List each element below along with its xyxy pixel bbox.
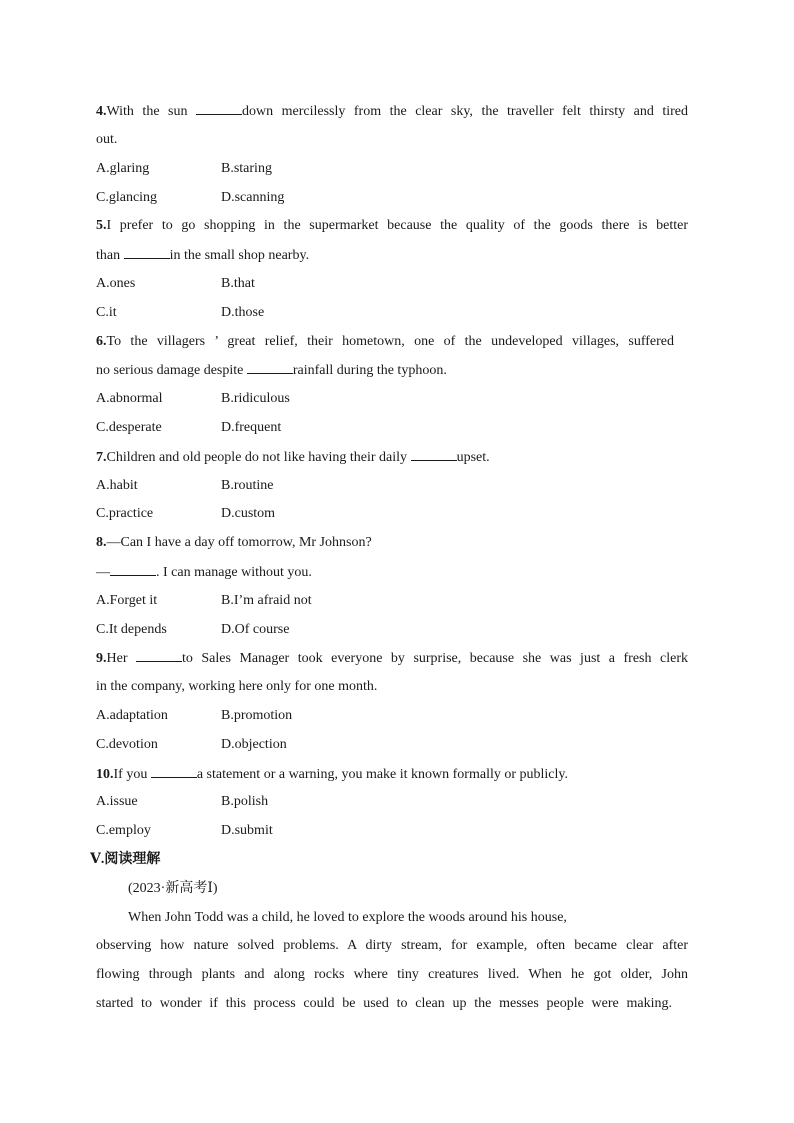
question-10-line	[96, 764, 568, 784]
passage-line: When John Todd was a child, he loved to explore the woods around his house,	[128, 910, 567, 925]
question-text: down mercilessly from the clear sky, the traveller felt thirsty and tired	[242, 104, 688, 119]
section-title: Ⅴ.阅读理解	[90, 852, 161, 867]
question-text: To the villagers ’ great relief, their hometown, one of the undeveloped villages, suffered	[106, 334, 674, 349]
question-5-continuation	[96, 245, 309, 265]
question-6-line	[96, 332, 674, 352]
answer-blank	[136, 648, 182, 662]
option-c: C.it	[96, 305, 117, 320]
passage-line: observing how nature solved problems. A dirty stream, for example, often became clear after	[96, 938, 688, 953]
option-b: B.ridiculous	[221, 391, 290, 406]
question-number: 4.	[96, 104, 107, 119]
option-c: C.desperate	[96, 420, 162, 435]
option-a: A.Forget it	[96, 593, 158, 608]
option-c: C.It depends	[96, 622, 167, 637]
answer-blank	[110, 562, 156, 576]
question-number: 8.	[96, 535, 107, 550]
question-9-line	[96, 648, 688, 668]
question-text: . I can manage without you.	[156, 565, 312, 580]
question-text: —	[96, 565, 110, 580]
question-text: If you	[113, 767, 151, 782]
option-a: A.adaptation	[96, 708, 168, 723]
question-9-continuation: in the company, working here only for one month.	[96, 679, 378, 694]
option-c: C.employ	[96, 823, 151, 838]
question-text: to Sales Manager took everyone by surprise, because she was just a fresh clerk	[182, 651, 688, 666]
option-d: D.those	[221, 305, 265, 320]
passage-source: (2023·新高考Ⅰ)	[128, 881, 218, 896]
question-text: in the small shop nearby.	[169, 248, 310, 263]
passage-line: started to wonder if this process could be used to clean up the messes people were making.	[96, 996, 672, 1011]
question-text: —Can I have a day off tomorrow, Mr Johnson?	[106, 535, 372, 550]
question-text: Her	[106, 651, 136, 666]
option-b: B.promotion	[221, 708, 293, 723]
answer-blank	[247, 360, 293, 374]
option-c: C.glancing	[96, 190, 158, 205]
option-a: A.abnormal	[96, 391, 163, 406]
question-text: than	[96, 248, 124, 263]
question-text: rainfall during the typhoon.	[292, 363, 447, 378]
option-c: C.practice	[96, 506, 154, 521]
option-d: D.scanning	[221, 190, 285, 205]
answer-blank	[411, 447, 457, 461]
question-6-continuation	[96, 360, 447, 380]
question-text: no serious damage despite	[96, 363, 247, 378]
answer-blank	[124, 245, 170, 259]
question-8-line	[96, 533, 372, 553]
option-d: D.Of course	[221, 622, 290, 637]
answer-blank	[151, 764, 197, 778]
option-d: D.frequent	[221, 420, 282, 435]
option-a: A.ones	[96, 276, 136, 291]
question-text: a statement or a warning, you make it known formally or publicly.	[196, 767, 568, 782]
option-b: B.that	[221, 276, 255, 291]
question-text: Children and old people do not like having their daily	[106, 450, 411, 465]
question-number: 7.	[96, 450, 107, 465]
option-a: A.habit	[96, 478, 138, 493]
option-d: D.custom	[221, 506, 276, 521]
option-b: B.routine	[221, 478, 274, 493]
question-4-line	[96, 101, 688, 121]
question-5-line	[96, 216, 688, 236]
option-b: B.staring	[221, 161, 272, 176]
question-text: With the sun	[106, 104, 196, 119]
option-d: D.submit	[221, 823, 273, 838]
option-a: A.issue	[96, 794, 138, 809]
question-number: 6.	[96, 334, 107, 349]
question-number: 10.	[96, 767, 114, 782]
question-4-continuation: out.	[96, 132, 118, 147]
option-b: B.polish	[221, 794, 269, 809]
question-number: 5.	[96, 218, 107, 233]
answer-blank	[196, 101, 242, 115]
question-text: upset.	[456, 450, 490, 465]
question-8-continuation	[96, 562, 312, 582]
question-7-line	[96, 447, 490, 467]
option-a: A.glaring	[96, 161, 150, 176]
option-b: B.I’m afraid not	[221, 593, 312, 608]
passage-line: flowing through plants and along rocks where tiny creatures lived. When he got older, John	[96, 967, 688, 982]
question-text: I prefer to go shopping in the supermarket because the quality of the goods there is better	[106, 218, 688, 233]
question-number: 9.	[96, 651, 107, 666]
option-d: D.objection	[221, 737, 287, 752]
option-c: C.devotion	[96, 737, 158, 752]
